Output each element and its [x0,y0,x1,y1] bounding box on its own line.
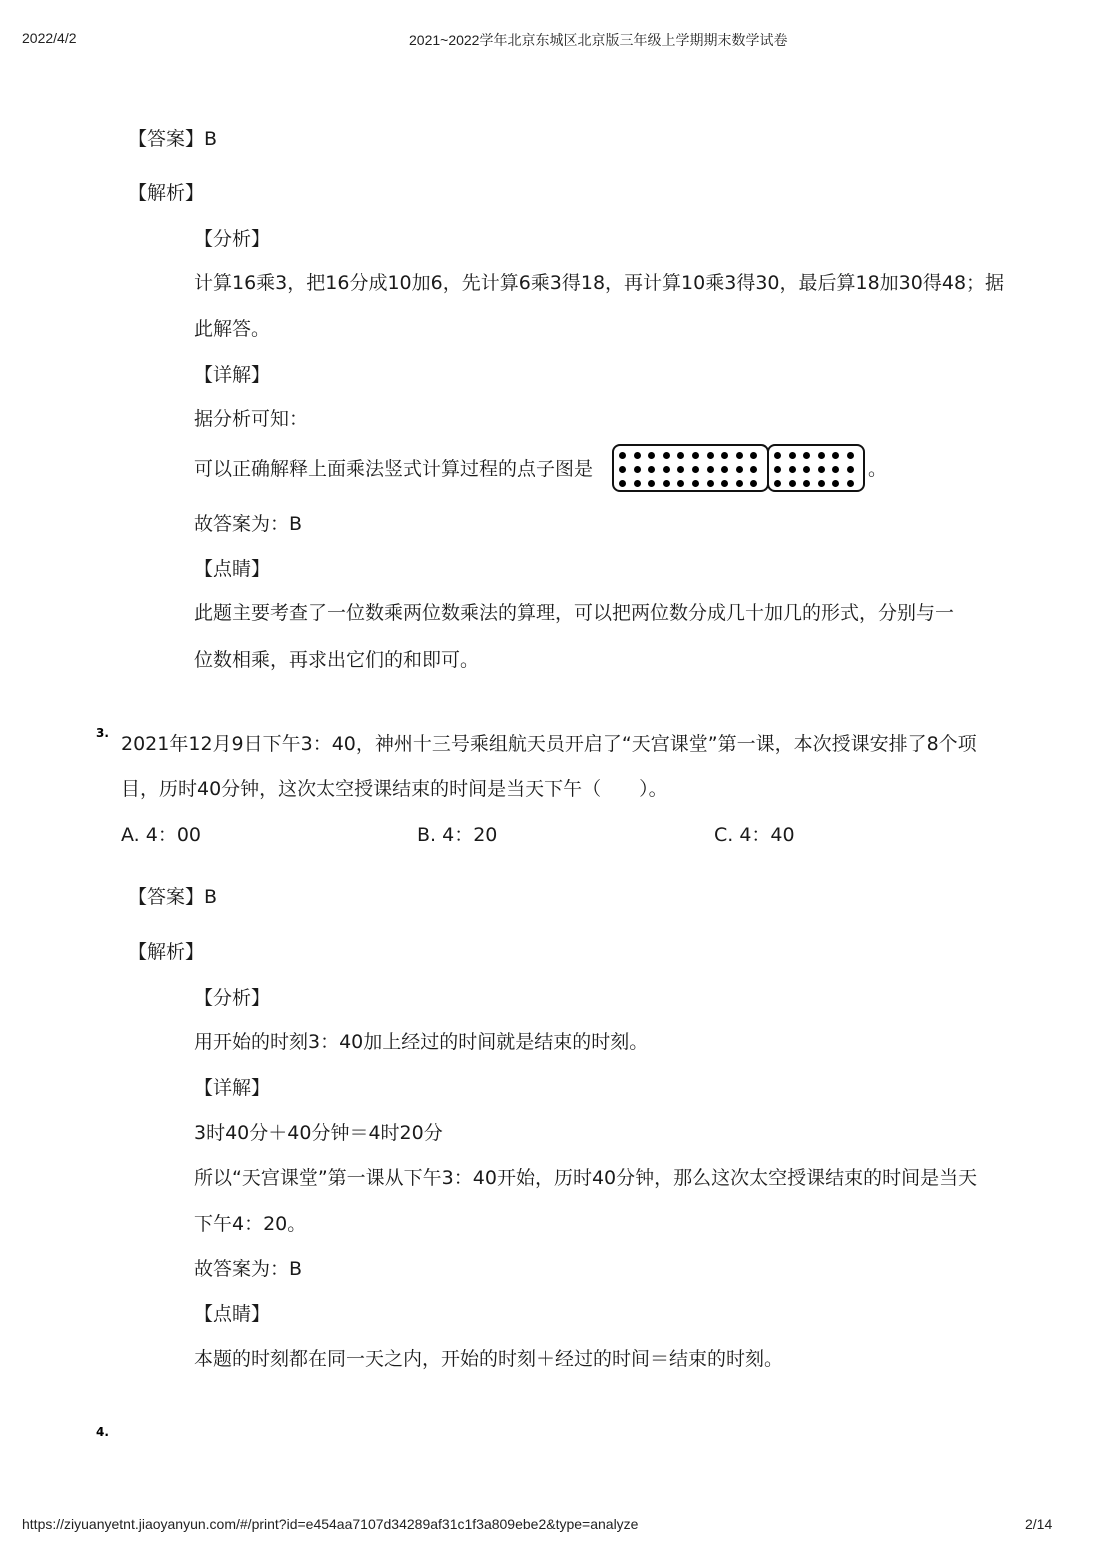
q2-analysis-label: 【解析】 [128,182,205,204]
footer-page-number: 2/14 [1025,1516,1053,1532]
left-group-dot [707,452,714,459]
q3-number: 3. [96,726,109,740]
left-group-dot [692,452,699,459]
print-date: 2022/4/2 [22,30,77,46]
right-group-dot [774,452,781,459]
q2-answer: 【答案】B [128,128,218,150]
left-group-dot [634,452,641,459]
left-group-dot [707,466,714,473]
left-group-dot [736,452,743,459]
q3-xiangjie-line2: 所以“天宫课堂”第一课从下午3：40开始，历时40分钟，那么这次太空授课结束的时间是当天 [194,1167,978,1189]
right-group-dot [818,466,825,473]
right-group-dot [847,480,854,487]
right-group-dot [818,480,825,487]
left-group-dot [663,466,670,473]
q3-stem-line1: 2021年12月9日下午3：40，神州十三号乘组航天员开启了“天宫课堂”第一课，本次授课安排了8个项 [121,733,977,755]
q2-conclusion: 故答案为：B [194,513,303,535]
q2-xiangjie-label: 【详解】 [194,364,271,386]
q3-option-b: B. 4：20 [417,824,498,846]
left-group-dot [634,466,641,473]
q3-xiangjie-line1: 3时40分＋40分钟＝4时20分 [194,1122,443,1144]
q3-stem-line2: 目，历时40分钟，这次太空授课结束的时间是当天下午（ ）。 [121,778,668,800]
left-group-dot [707,480,714,487]
left-group-dot [736,466,743,473]
left-group-dot [692,480,699,487]
left-group-dot [619,466,626,473]
left-group-dot [619,452,626,459]
q2-xiangjie-line2-end: 。 [868,458,888,480]
q3-option-a: A. 4：00 [121,824,202,846]
right-group-dot [847,466,854,473]
q2-fenxi-label: 【分析】 [194,228,271,250]
q2-xiangjie-line1: 据分析可知： [194,408,309,430]
right-group-dot [818,452,825,459]
q3-xiangjie-label: 【详解】 [194,1077,271,1099]
footer-url[interactable]: https://ziyuanyetnt.jiaoyanyun.com/#/print?id=e454aa7107d34289af31c1f3a809ebe2&type=analyze [22,1516,639,1532]
q3-dianjing-label: 【点睛】 [194,1303,271,1325]
q4-number: 4. [96,1425,109,1439]
q3-fenxi-line1: 用开始的时刻3：40加上经过的时间就是结束的时刻。 [194,1031,649,1053]
q3-xiangjie-line3: 下午4：20。 [194,1213,307,1235]
q2-dianjing-label: 【点睛】 [194,558,271,580]
q3-dianjing-line1: 本题的时刻都在同一天之内，开始的时刻＋经过的时间＝结束的时刻。 [194,1348,784,1370]
right-group-dot [847,452,854,459]
right-group-dot [789,466,796,473]
q2-dianjing-line1: 此题主要考查了一位数乘两位数乘法的算理，可以把两位数分成几十加几的形式，分别与一 [194,602,955,624]
left-group-dot [634,480,641,487]
q2-xiangjie-line2: 可以正确解释上面乘法竖式计算过程的点子图是 [194,458,594,480]
dot-grid-figure [612,444,868,494]
q2-dianjing-line2: 位数相乘，再求出它们的和即可。 [194,649,480,671]
right-group-dot [789,480,796,487]
left-group-dot [619,480,626,487]
right-group-dot [774,466,781,473]
left-group-dot [663,480,670,487]
q3-conclusion: 故答案为：B [194,1258,303,1280]
right-group-dot [774,480,781,487]
q3-answer: 【答案】B [128,886,218,908]
q2-fenxi-line2: 此解答。 [194,318,271,340]
left-group-dot [736,480,743,487]
left-group-dot [692,466,699,473]
q3-fenxi-label: 【分析】 [194,987,271,1009]
left-group-dot [663,452,670,459]
right-group-dot [789,452,796,459]
q3-option-c: C. 4：40 [714,824,795,846]
q2-fenxi-line1: 计算16乘3，把16分成10加6，先计算6乘3得18，再计算10乘3得30，最后算18加30得48；据 [194,272,1005,294]
document-title: 2021~2022学年北京东城区北京版三年级上学期期末数学试卷 [409,32,788,48]
q3-analysis-label: 【解析】 [128,941,205,963]
